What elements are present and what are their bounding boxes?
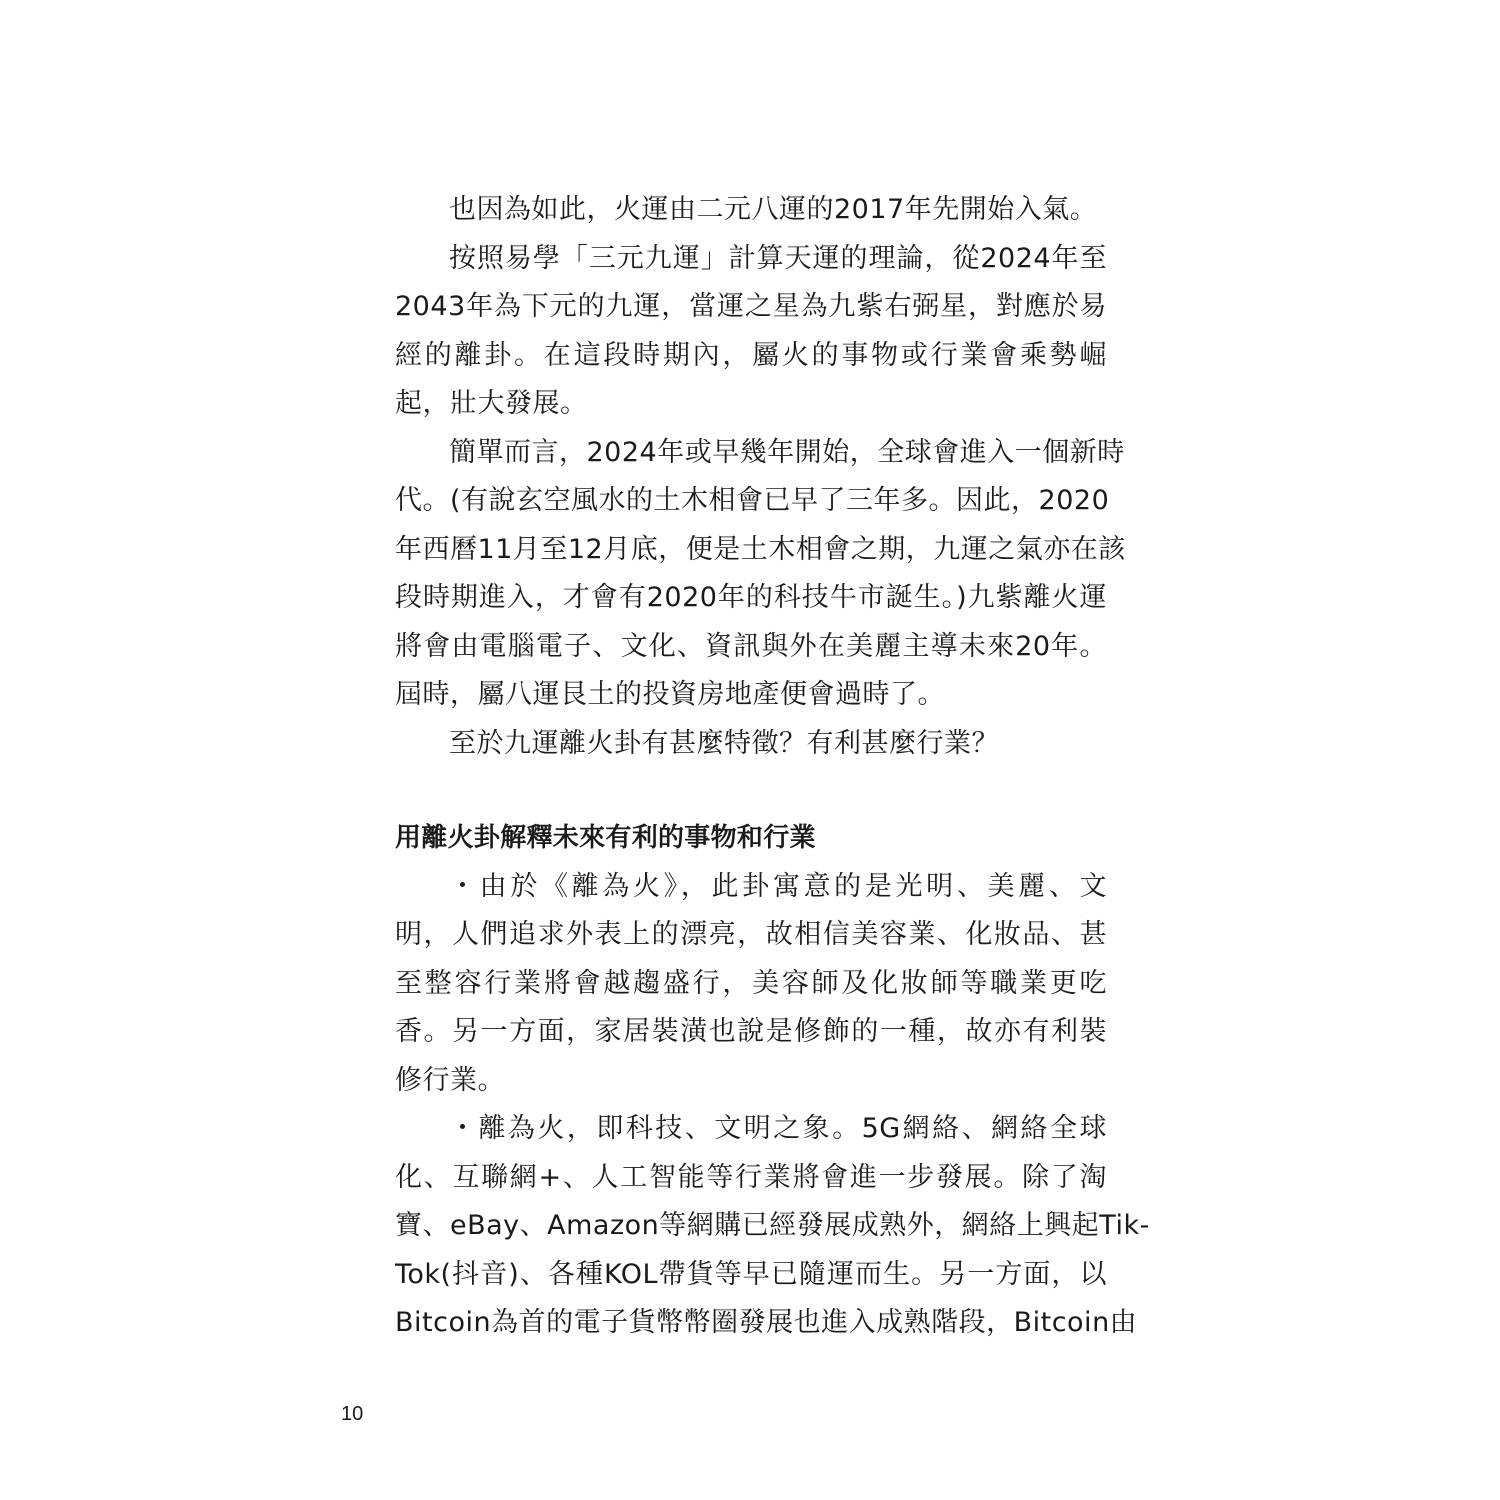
section-gap xyxy=(395,768,1107,814)
text-line: 代。(有說玄空風水的土木相會已早了三年多。因此，2020 xyxy=(395,485,1110,516)
text-line: 2043年為下元的九運，當運之星為九紫右弼星，對應於易 xyxy=(395,291,1107,322)
text-line: 香。另一方面，家居裝潢也說是修飾的一種，故亦有利裝 xyxy=(395,1016,1107,1047)
text-line: 修行業。 xyxy=(395,1064,505,1096)
text-line: 年西曆11月至12月底，便是土木相會之期，九運之氣亦在該 xyxy=(395,533,1126,565)
text-line: Bitcoin為首的電子貨幣幣圈發展也進入成熟階段，Bitcoin由 xyxy=(395,1307,1138,1338)
text-line: 按照易學「三元九運」計算天運的理論，從2024年至 xyxy=(449,242,1107,274)
text-line: 也因為如此，火運由二元八運的2017年先開始入氣。 xyxy=(449,194,1098,225)
text-line: 化、互聯網+、人工智能等行業將會進一步發展。除了淘 xyxy=(395,1161,1107,1193)
text-line: 起，壯大發展。 xyxy=(395,388,588,419)
text-line: 屆時，屬八運艮土的投資房地產便會過時了。 xyxy=(395,679,945,710)
paragraphs-before-heading xyxy=(395,186,1126,768)
text-line: 將會由電腦電子、文化、資訊與外在美麗主導未來20年。 xyxy=(395,630,1107,662)
text-line: 至於九運離火卦有甚麼特徵？有利甚麼行業？ xyxy=(449,727,999,759)
page-number: 10 xyxy=(341,1403,364,1425)
text-line: 簡單而言，2024年或早幾年開始，全球會進入一個新時 xyxy=(449,436,1125,468)
text-line: 段時期進入，才會有2020年的科技牛市誕生。)九紫離火運 xyxy=(395,582,1107,613)
section-heading: 用離火卦解釋未來有利的事物和行業 xyxy=(395,823,816,853)
text-line: ・離為火，即科技、文明之象。5G網絡、網絡全球 xyxy=(449,1113,1107,1144)
text-line: ・由於《離為火》，此卦寓意的是光明、美麗、文 xyxy=(449,870,1107,902)
text-line: 經的離卦。在這段時期內，屬火的事物或行業會乘勢崛 xyxy=(395,339,1107,371)
text-line: Tok(抖音)、各種KOL帶貨等早已隨運而生。另一方面，以 xyxy=(395,1258,1107,1290)
text-line: 明，人們追求外表上的漂亮，故相信美容業、化妝品、甚 xyxy=(395,919,1107,950)
body-text xyxy=(395,186,1150,1348)
paragraphs-after-heading xyxy=(395,863,1150,1348)
text-line: 至整容行業將會越趨盛行，美容師及化妝師等職業更吃 xyxy=(395,967,1107,999)
text-line: 寶、eBay、Amazon等網購已經發展成熟外，網絡上興起Tik- xyxy=(395,1210,1150,1241)
